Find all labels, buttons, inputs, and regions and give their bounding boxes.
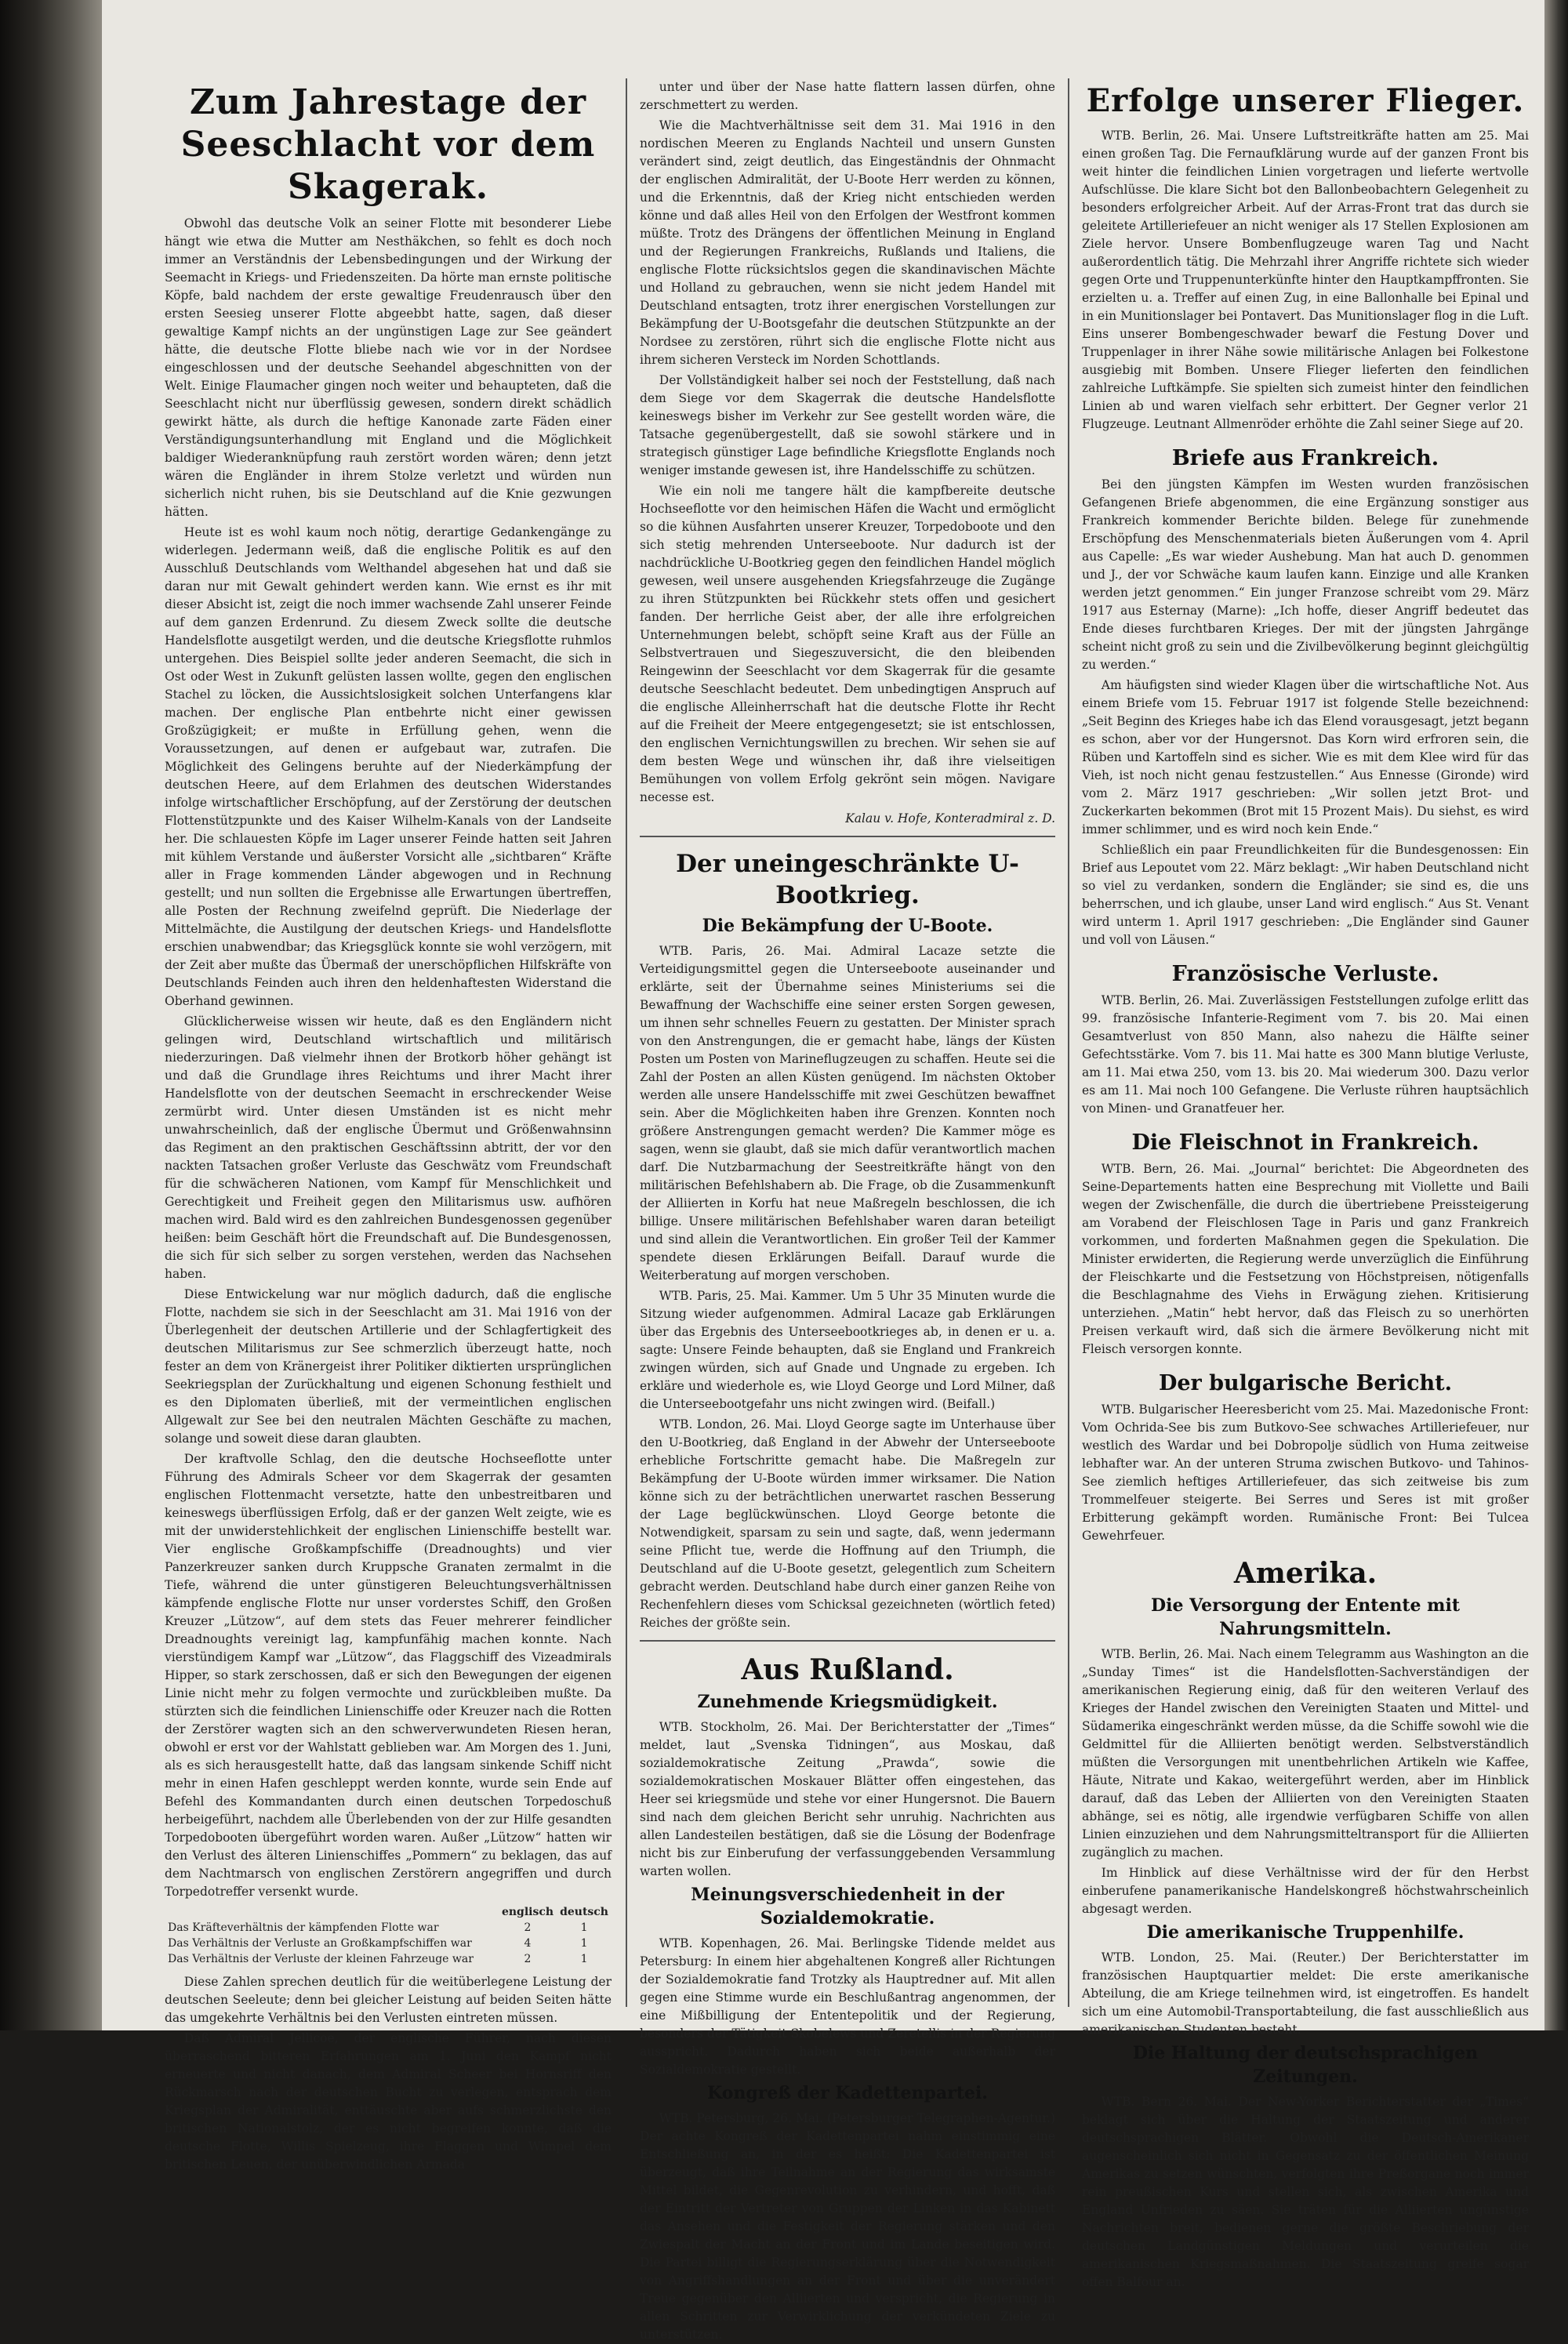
article-paragraph: WTB. Kopenhagen, 26. Mai. Berlingske Tidende meldet aus Petersburg: In einem hier abgehaltenen Kongreß aller Richtungen der Sozialdemokratie fand Trotzky als Hauptredner auf. Mit allen gegen eine Stimme wurde ein Beschlußantrag angenommen, der eine Mißbilligung der Ententepolitik und der Regierung, besonders der Tätigkeit Skobelews und Zeretellis in der Regierung ausspricht. Dadurch haben sich beide außerhalb der Sozialdemokratie gestellt. <box>640 1936 1055 2077</box>
table-row <box>165 1951 612 1967</box>
article-paragraph: WTB. Berlin, 26. Mai. Unsere Luftstreitkräfte hatten am 25. Mai einen großen Tag. Die Fernaufklärung wurde auf der ganzen Front bis weit hinter die feindlichen Linien vorgetragen und lieferte wertvolle Aufschlüsse. Die klare Sicht bot den Ballonbeobachtern Gelegenheit zu besonders erfolgreicher Arbeit. Auf der Arras-Front trat das durch sie geleitete Artilleriefeuer an nicht weniger als 17 Stellen Explosionen am Ziele hervor. Unsere Bombenflugzeuge waren Tag und Nacht außerordentlich tätig. Die Mehrzahl ihrer Angriffe richtete sich wieder gegen Orte und Truppenunterkünfte hinter den Hauptkampffronten. Sie erzielten u. a. Treffer auf einen Zug, in eine Ballonhalle bei Epinal und in ein Munitionslager bei Pontavert. Das Munitionslager flog in die Luft. Eins unserer Bombengeschwader bewarf die Festung Dover und Truppenlager in ihrer Nähe sowie militärische Anlagen bei Folkestone ausgiebig mit Bomben. Unsere Flieger lieferten den feindlichen zahlreiche Luftkämpfe. Sie spielten sich zumeist hinter den feindlichen Linien ab und waren vielfach sehr erbittert. Der Gegner verlor 21 Flugzeuge. Leutnant Allmenröder erhöhte die Zahl seiner Siege auf 20. <box>1082 129 1529 431</box>
article-paragraph: WTB. Stockholm, 26. Mai. Der Berichterstatter der „Times“ meldet, laut „Svenska Tidningen“, aus Moskau, daß sozialdemokratische Zeitung „Prawda“, sowie die sozialdemokratischen Moskauer Blätter offen eingestehen, das Heer sei kriegsmüde und stehe vor einer Hungersnot. Die Bauern sind nach dem gleichen Bericht sehr unruhig. Nachrichten aus allen Landesteilen bestätigen, daß sie die Lösung der Bodenfrage nicht bis zur Einberufung der verfassunggebenden Versammlung warten wollen. <box>640 1720 1055 1878</box>
next-page-edge <box>1544 0 1568 2030</box>
subhead-zeitungen: Die Haltung der deutschsprachigen Zeitungen. <box>1132 2043 1479 2087</box>
value-german: 1 <box>580 1953 588 1965</box>
column-left <box>165 78 612 2172</box>
table-row <box>165 1920 612 1936</box>
section-rule <box>640 836 1055 837</box>
headline-skagerak: Zum Jahrestage der Seeschlacht vor dem Skagerak. <box>180 82 596 207</box>
value-german: 1 <box>580 1921 588 1934</box>
author-signature: Kalau v. Hofe, Konteradmiral z. D. <box>845 811 1055 825</box>
article-paragraph: Der Vollständigkeit halber sei noch der Feststellung, daß nach dem Siege vor dem Skagerrak die deutsche Handelsflotte keineswegs bisher im Verkehr zur See gestellt worden wäre, die Tatsache gegenübergestellt, daß sie sowohl stärkere und in strategisch günstiger Lage befindliche Kriegsflotte Englands noch weniger imstande gewesen ist, ihre Handelsschiffe zu schützen. <box>640 373 1055 477</box>
headline-amerika: Amerika. <box>1233 1557 1377 1590</box>
ratio-table <box>165 1904 612 1967</box>
row-label: Das Verhältnis der Verluste an Großkampfschiffen war <box>168 1937 472 1950</box>
headline-flieger: Erfolge unserer Flieger. <box>1086 82 1525 119</box>
newspaper-page <box>102 0 1544 2342</box>
article-paragraph: Heute ist es wohl kaum noch nötig, derartige Gedankengänge zu widerlegen. Jedermann weiß, daß die englische Politik es auf den Ausschluß Deutschlands vom Welthandel abgesehen hat und daß sie daran nur mit Gewalt gehindert werden kann. Wie ernst es ihr mit dieser Absicht ist, zeigt die noch immer wachsende Zahl unserer Feinde auf dem ganzen Erdenrund. Zu diesem Zweck sollte die deutsche Handelsflotte ausgetilgt werden, und die deutsche Kriegsflotte ruhmlos untergehen. Dies Beispiel sollte jeder anderen Seemacht, die sich in Ost oder West in Zukunft gelüsten lassen wollte, gegen den englischen Stachel zu löcken, die Aussichtslosigkeit solchen Unterfangens klar machen. Der englische Plan entbehrte nicht einer gewissen Großzügigkeit; er mußte in Erfüllung gehen, wenn die Voraussetzungen, auf denen er aufgebaut war, zutrafen. Die Möglichkeit des Gelingens beruhte auf der Niederkämpfung der deutschen Heere, auf dem Erlahmen des deutschen Widerstandes infolge wirtschaftlicher Erschöpfung, auf der Zerstörung der deutschen Flottenstützpunkte und des Kaiser Wilhelm-Kanals von der Landseite her. Die schlauesten Köpfe im Lager unserer Feinde hatten seit Jahren mit kühlem Verstande und äußerster Vorsicht alle „sichtbaren“ Kräfte aller in Frage kommenden Länder abgewogen und in Rechnung gestellt; und nun sollten die Ergebnisse alle Erwartungen übertreffen, alle Posten der Rechnung zweifelnd geprüft. Die Niederlage der Mittelmächte, die Austilgung der deutschen Kriegs- und Handelsflotte erschien unabwendbar; das Kriegsglück konnte sie wohl verzögern, mit der Zeit aber mußte das Übermaß der unerschöpflichen Hilfskräfte von Deutschlands Feinden auch ihren den heldenhaftesten Widerstand die Oberhand gewinnen. <box>165 525 612 1008</box>
subhead-uboot: Die Bekämpfung der U-Boote. <box>702 916 993 936</box>
article-paragraph: Daß Admiral Jellicoe, der englische Führer, nach diesen überraschend bitteren Erfahrungen am 1. Juni den Kampf nicht erneuerte und nicht danach, dem Admiral Scheer bei Hornsriff den Rückmarsch nach der deutschen Bucht zu verlegen, entsprach dem Kriegsplan der Admiralität, enttäuschte aber aufs schmerzlichste den britischen Nationalstolz, der es nicht begreifen konnte, daß die deutsche Flotte, Willis Spielzeug, ihre Flaggen und Wimpel dem britischen Leuen, der unüberwindlichen Armada <box>165 2031 612 2172</box>
article-paragraph: WTB. Bulgarischer Heeresbericht vom 25. Mai. Mazedonische Front: Vom Ochrida-See bis zum Butkovo-See schwaches Artilleriefeuer, nur westlich des Wardar und bei Dobropolje südlich von Huma zeitweise lebhafter war. An der unteren Struma zwischen Butkovo- und Tahinos-See ziemlich heftiges Artilleriefeuer, das sich zeitweise bis zum Trommelfeuer steigerte. Bei Serres und Seres ist mit großer Erbitterung gekämpft worden. Rumänische Front: Bei Tulcea Gewehrfeuer. <box>1082 1402 1529 1543</box>
table-header-blank <box>165 1904 499 1920</box>
table-header-german: deutsch <box>560 1906 608 1918</box>
row-label: Das Verhältnis der Verluste der kleinen Fahrzeuge war <box>168 1953 474 1965</box>
article-paragraph: Diese Entwickelung war nur möglich dadurch, daß die englische Flotte, nachdem sie sich in der Seeschlacht am 31. Mai 1916 von der Überlegenheit der deutschen Artillerie und der Schlagfertigkeit des deutschen Militarismus zur See schmerzlich überzeugt hatte, noch fester an dem von Kränergeist ihrer Politiker diktierten ursprünglichen Seekriegsplan der Zurückhaltung und eigenen Schonung festhielt und es den Diplomaten überließ, mit der vermeintlichen englischen Allgewalt zur See bei den neutralen Mächten Geschäfte zu machen, solange und soweit diese daran glaubten. <box>165 1287 612 1446</box>
headline-uboot: Der uneingeschränkte U-Bootkrieg. <box>676 850 1019 909</box>
headline-briefe: Briefe aus Frankreich. <box>1171 446 1439 470</box>
table-header-english: englisch <box>501 1906 554 1918</box>
article-paragraph: WTB. Berlin, 26. Mai. Zuverlässigen Feststellungen zufolge erlitt das 99. französische Infanterie-Regiment vom 7. bis 20. Mai einen Gesamtverlust von 850 Mann, also nahezu die Hälfte seiner Gefechtsstärke. Vom 7. bis 11. Mai hatte es 300 Mann blutige Verluste, am 11. Mai etwa 250, vom 13. bis 20. Mai wiederum 300. Dazu verlor es am 11. Mai noch 100 Gefangene. Die Verluste rühren hauptsächlich von Minen- und Granatfeuer her. <box>1082 993 1529 1116</box>
headline-fleischnot: Die Fleischnot in Frankreich. <box>1131 1130 1479 1155</box>
column-middle <box>640 78 1055 2342</box>
article-paragraph: Bei den jüngsten Kämpfen im Westen wurden französischen Gefangenen Briefe abgenommen, die eine Ergänzung sonstiger aus Frankreich kommender Berichte bilden. Belege für zunehmende Erschöpfung des Menschenmaterials bieten Äußerungen vom 4. April aus Capelle: „Es war wieder Aushebung. Man hat auch D. genommen und J., der vor Schwäche kaum laufen kann. Einzige und alle Kranken werden jetzt genommen.“ Ein junger Franzose schreibt vom 29. März 1917 aus Esternay (Marne): „Ich hoffe, dieser Angriff bedeutet das Ende dieses furchtbaren Krieges. Der mit der jüngsten Jahrgänge scheint nicht groß zu sein und die Zivilbevölkerung beginnt gleichgültig zu werden.“ <box>1082 477 1529 672</box>
headline-verluste: Französische Verluste. <box>1171 962 1439 986</box>
article-paragraph: WTB. Bern 26. Mai. Der New-Yorker Berichterstatter der „Times“ beklagt sich über die Haltung der Staatszeitung und anderer deutschsprachigen Blätter. Obwohl die Deutsch-Amerikaner augenscheinlich sich nicht in Gegensatz zu der öffentlichen Meinung Amerikas zu setzen wünschten, verfolgten ihre Preßorgane noch immer rein preußischen Kurs und stellen sich, als zwischen Amerika und England Unfrieden zu säen. Sie träten für die Alliierten ungünstige Nachrichten breit, bedienen gerne die größte Beschriebung der deutschen Landgünstigen Meldungen und verurteilen die amerikanischen Kriegsmaßnahmen. Die Staatszeitung greife sogar offen Balfour an. <box>1082 2095 1529 2289</box>
article-paragraph: Der kraftvolle Schlag, den die deutsche Hochseeflotte unter Führung des Admirals Scheer vor dem Skagerrak der gesamten englischen Flottenmacht versetzte, hatte den unbestreitbaren und keineswegs überflüssigen Erfolg, daß er der ganzen Welt zeigte, wie es mit der unwiderstehlichkeit der englischen Linienschiffe bestellt war. Vier englische Großkampfschiffe (Dreadnoughts) und vier Panzerkreuzer sanken durch Kruppsche Granaten zermalmt in die Tiefe, während die unter günstigeren Beleuchtungsverhältnissen kämpfende englische Flotte nur unser vorderstes Schiff, den Großen Kreuzer „Lützow“, auf dem stets das Feuer mehrerer feindlicher Dreadnoughts vereinigt lag, kampfunfähig machen konnte. Nach vierstündigem Kampf war „Lützow“, das Flaggschiff des Vizeadmirals Hipper, so stark zerschossen, daß er sich den Bewegungen der eigenen Linie nicht mehr zu folgen vermochte und zurückbleiben mußte. Da stürzten sich die feindlichen Linienschiffe oder Kreuzer nach die Rotten der Zerstörer wagten sich an den schwerverwundeten Riesen heran, obwohl er erst vor der Wahlstatt geblieben war. Am Morgen des 1. Juni, als es sich herausgestellt hatte, daß das langsam sinkende Schiff nicht mehr in einen Hafen geschleppt werden konnte, wurde sein Ende auf Befehl des Kommandanten durch einen deutschen Torpedoschuß herbeigeführt, nachdem alle Überlebenden von der zur Hilfe gesandten Torpedobooten übergeführt worden waren. Außer „Lützow“ hatten wir den Verlust des älteren Linienschiffes „Pommern“ zu beklagen, das auf dem Nachtmarsch von englischen Zerstörern angegriffen und durch Torpedotreffer versenkt wurde. <box>165 1452 612 1899</box>
value-english: 2 <box>524 1921 532 1934</box>
value-english: 4 <box>524 1937 532 1950</box>
article-paragraph: WTB. London, 26. Mai. Lloyd George sagte im Unterhause über den U-Bootkrieg, daß England in der Abwehr der Unterseeboote erhebliche Fortschritte gemacht habe. Die Maßregeln zur Bekämpfung der U-Boote würden immer wirksamer. Die Nation könne sich zu der beträchtlichen unerwartet raschen Besserung der Lage beglückwünschen. Lloyd George betonte die Notwendigkeit, sparsam zu sein und sagte, daß, wenn jedermann seine Pflicht tue, werde die Hoffnung auf den Triumph, die Deutschland auf die U-Boote gesetzt, gelegentlich zum Scheitern gebracht werden. Deutschland habe durch einer ganzen Reihe von Rechenfehlern dieses vom Schicksal gezeichneten (wörtlich feted) Reiches der größte sein. <box>640 1417 1055 1630</box>
article-paragraph: Schließlich ein paar Freundlichkeiten für die Bundesgenossen: Ein Brief aus Lepoutet vom 22. März beklagt: „Wir haben Deutschland nicht so viel zu verdanken, sondern die Engländer; sie sind es, die uns beherrschen, und ich glaube, unser Land wird englisch.“ Aus St. Venant wird unterm 1. April 1917 geschrieben: „Die Engländer sind Gauner und voll von Läusen.“ <box>1082 843 1529 947</box>
value-german: 1 <box>580 1937 588 1950</box>
subhead-truppenhilfe: Die amerikanische Truppenhilfe. <box>1146 1922 1465 1943</box>
column-rule <box>626 78 627 2007</box>
subhead-versorgung: Die Versorgung der Entente mit Nahrungsmitteln. <box>1151 1595 1460 1639</box>
article-paragraph: WTB. Paris, 26. Mai. Admiral Lacaze setzte die Verteidigungsmittel gegen die Unterseeboote auseinander und erklärte, seit der Übernahme seines Ministeriums sei die Bewaffnung der Wachschiffe eine seiner ersten Sorgen gewesen, um ihnen sehr schnelles Feuern zu gestatten. Der Minister sprach von den Anstrengungen, die er gemacht habe, längs der Küsten Posten um Posten von Marineflugzeugen zu schaffen. Heute sei die Zahl der Posten an allen Küsten genügend. Im nächsten Oktober werden alle unsere Handelsschiffe mit zwei Geschützen bewaffnet sein. Aber die Möglichkeiten haben ihre Grenzen. Konnten noch größere Anstrengungen gemacht werden? Die Kammer möge es sagen, wenn sie glaubt, daß sie mich dafür verantwortlich machen darf. Die Nutzbarmachung der Seestreitkräfte hängt von den militärischen Befehlshabern ab. Die Frage, ob die Zusammenkunft der Alliierten in Korfu hat neue Maßregeln beschlossen, die ich billige. Unsere militärischen Befehlshaber waren daran beteiligt und sind allein die Verantwortlichen. Ein großer Teil der Kammer spendete diesen Erklärungen Beifall. Darauf wurde die Weiterberatung auf morgen verschoben. <box>640 944 1055 1283</box>
value-english: 2 <box>524 1953 532 1965</box>
column-rule <box>1068 78 1069 2007</box>
article-paragraph: Am häufigsten sind wieder Klagen über die wirtschaftliche Not. Aus einem Briefe vom 15. Februar 1917 ist folgende Stelle bezeichnend: „Seit Beginn des Krieges habe ich das Elend vorausgesagt, jetzt begann es schon, aber vor der Hungersnot. Das Korn wird erfroren sein, die Rüben und Kartoffeln sind es sicher. Wie es mit dem Klee wird für das Vieh, ist noch nicht genau festzustellen.“ Aus Ennesse (Gironde) wird vom 2. März 1917 geschrieben: „Wir sollen jetzt Brot- und Zuckerkarten bekommen (Brot mit 15 Prozent Mais). Du siehst, es wird immer schlimmer, und es wird noch kein Ende.“ <box>1082 678 1529 836</box>
article-paragraph: WTB. London, 25. Mai. (Reuter.) Der Berichterstatter im französischen Hauptquartier meldet: Die erste amerikanische Abteilung, die am Kriege teilnehmen wird, ist eingetroffen. Es handelt sich um eine Automobil-Transportabteilung, die fast ausschließlich aus amerikanischen Studenten besteht. <box>1082 1950 1529 2037</box>
subhead-kriegsmuedigkeit: Zunehmende Kriegsmüdigkeit. <box>697 1692 998 1712</box>
article-paragraph: WTB. Petersburg, 26. Mai. (Petersburger Telegraphen-Agentur.) Der achte Kongreß der Kadettenpartei nahm einstimmig eine Entschließung an, in der es heißt: Die Kadettenpartei ist überzeugt, daß ihre Teilnahme an der Regierung das wirksamste Mittel bildet, die Gegenrevolution zu verhindern, und hofft, daß der Eintritt der Vertreter von Gruppen der Linken in das Kabinett das Ansehen und die Festigkeit der Regierung stärken und den Zwiespalt der Macht an der Front und im Lande beseitigen wird. Die Partei billigt die Regierungserklärung über die Notwendigkeit von Angriffshandlungen an der Front und über die unverändert Treue gegenüber den Alliierten und verspricht, die Regierung in allen Schritten zur Verwirklichung der verkündeten Ziele zu unterstützen. <box>640 2111 1055 2342</box>
row-label: Das Kräfteverhältnis der kämpfenden Flotte war <box>168 1921 439 1934</box>
article-paragraph: Obwohl das deutsche Volk an seiner Flotte mit besonderer Liebe hängt wie etwa die Mutter am Nesthäkchen, so fehlt es doch noch immer an Verständnis der Lebensbedingungen und der Wirkung der Seemacht in Kriegs- und Friedenszeiten. Da hörte man ernste politische Köpfe, bald nachdem der erste gewaltige Freudenrausch über den ersten Seesieg unserer Flotte abgeebbt hatte, sagen, daß dieser gewaltige Kampf nichts an der ungünstigen Lage zur See geändert hätte, die deutsche Flotte bliebe nach wie vor in der Nordsee eingeschlossen und der deutsche Seehandel abgeschnitten von der Welt. Einige Flaumacher gingen noch weiter und behaupteten, daß die Seeschlacht nicht nur überflüssig gewesen, sondern direkt schädlich gewirkt hätte, als durch die heftige Kanonade zarte Fäden einer Verständigungsunterhandlung mit England und die Möglichkeit baldiger Wiederanknüpfung rauh zerstört worden wären; denn jetzt wären die Engländer in ihrem Stolze verletzt und würden nun sicherlich nicht ruhen, bis sie Deutschland auf die Knie gezwungen hätten. <box>165 216 612 519</box>
headline-russland: Aus Rußland. <box>741 1653 954 1686</box>
column-right <box>1082 78 1529 2289</box>
article-paragraph: Diese Zahlen sprechen deutlich für die weitüberlegene Leistung der deutschen Seeleute; denn bei gleicher Leistung auf beiden Seiten hätte das umgekehrte Verhältnis bei den Verlusten eintreten müssen. <box>165 1975 612 2025</box>
article-paragraph: Wie die Machtverhältnisse seit dem 31. Mai 1916 in den nordischen Meeren zu Englands Nachteil und unsern Gunsten verändert sind, zeigt deutlich, das Eingeständnis der Ohnmacht der englischen Admiralität, der U-Boote Herr werden zu können, und die Erkenntnis, daß der Krieg nicht entschieden werden könne und daß alles Heil von den Erfolgen der Westfront kommen müßte. Trotz des Drängens der öffentlichen Meinung in England und der Regierungen Frankreichs, Rußlands und Italiens, die englische Flotte rücksichtslos gegen die skandinavischen Mächte und Holland zu gebrauchen, wenn sie nicht jedem Handel mit Deutschland entsagten, trotz ihrer energischen Vorstellungen zur Bekämpfung der U-Bootsgefahr die deutschen Stützpunkte an der Nordsee zu zerstören, rührt sich die englische Flotte nicht aus ihrem sicheren Versteck im Norden Schottlands. <box>640 118 1055 367</box>
headline-bulgarisch: Der bulgarische Bericht. <box>1158 1371 1453 1395</box>
article-paragraph: Glücklicherweise wissen wir heute, daß es den Engländern nicht gelingen wird, Deutschland wirtschaftlich und militärisch niederzuringen. Daß vielmehr ihnen der Brotkorb höher gehängt ist und daß die Grundlage ihres Reichtums und ihrer Macht ihrer Handelsflotte von der deutschen Seemacht in erschreckender Weise zermürbt wird. Unter diesen Umständen ist es nicht mehr unwahrscheinlich, daß der englische Übermut und Größenwahnsinn das Regiment an den praktischen Geschäftssinn abtritt, der vor den nackten Tatsachen großer Verluste das Geschwätz vom Freundschaft für die schwächeren Nationen, vom Kampf für Menschlichkeit und Gerechtigkeit und Freiheit gegen den Militarismus usw. aufhören machen wird. Bald wird es den zahlreichen Bundesgenossen gegenüber heißen: beim Geschäft hört die Freundschaft auf. Die Bundesgenossen, die sich für sich selber zu sorgen verstehen, werden das Nachsehen haben. <box>165 1014 612 1281</box>
book-spine <box>0 0 102 2030</box>
article-paragraph: WTB. Paris, 25. Mai. Kammer. Um 5 Uhr 35 Minuten wurde die Sitzung wieder aufgenommen. Admiral Lacaze gab Erklärungen über das Ergebnis des Unterseebootkrieges ab, in denen er u. a. sagte: Unsere Feinde behaupten, daß sie England und Frankreich zwingen würden, sich auf Gnade und Ungnade zu ergeben. Ich erkläre und wiederhole es, wie Lloyd George und Lord Milner, daß die Unterseebootgefahr uns nicht zwingen wird. (Beifall.) <box>640 1289 1055 1411</box>
table-row <box>165 1936 612 1951</box>
article-paragraph: WTB. Bern, 26. Mai. „Journal“ berichtet: Die Abgeordneten des Seine-Departements hatten eine Besprechung mit Viollette und Baili wegen der Zwischenfälle, die durch die übertriebene Preissteigerung am Vorabend der Fleischlosen Tage in Paris und ganz Frankreich vorkommen, und forderten Maßnahmen gegen die Spekulation. Die Minister erwiderten, die Regierung werde unverzüglich die Einführung der Fleischkarte und die Festsetzung von Höchstpreisen, nötigenfalls die Beschlagnahme des Viehs in Erwägung ziehen. Kritisierung unterziehen. „Matin“ hebt hervor, daß das Fleisch zu so unerhörten Preisen verkauft wird, daß sich die ärmere Bevölkerung nicht mit Fleisch versorgen konnte. <box>1082 1162 1529 1356</box>
subhead-sozialdemokratie: Meinungsverschiedenheit in der Sozialdemokratie. <box>691 1885 1004 1929</box>
section-rule <box>640 1640 1055 1642</box>
subhead-kadettenpartei: Kongreß der Kadettenpartei. <box>707 2083 988 2103</box>
article-paragraph: unter und über der Nase hatte flattern lassen dürfen, ohne zerschmettert zu werden. <box>640 80 1055 112</box>
article-paragraph: Wie ein noli me tangere hält die kampfbereite deutsche Hochseeflotte vor den heimischen Häfen die Wacht und ermöglicht so die kühnen Ausfahrten unserer Kreuzer, Torpedoboote und den sich stetig mehrenden Unterseeboote. Nur dadurch ist der nachdrückliche U-Bootkrieg gegen den feindlichen Handel möglich gewesen, weil unsere ausgehenden Kriegsfahrzeuge die Zugänge zu ihren Stützpunkten bei Rückkehr stets offen und gesichert fanden. Der herrliche Geist aber, der alle ihre erfolgreichen Unternehmungen belebt, schöpft seine Kraft aus der Fülle an Selbstvertrauen und Siegeszuversicht, die den bleibenden Reingewinn der Seeschlacht vor dem Skagerrak für die gesamte deutsche Seeschlacht bedeutet. Dem unbedingtigen Anspruch auf die englische Alleinherrschaft hat die deutsche Flotte ihr Recht auf die Freiheit der Meere entgegengesetzt; sie ist entschlossen, den englischen Vernichtungswillen zu brechen. Wir sehen sie auf dem besten Wege und wünschen ihr, daß ihre vielseitigen Bemühungen von vollem Erfolg gekrönt sein mögen. Navigare necesse est. <box>640 484 1055 804</box>
article-paragraph: WTB. Berlin, 26. Mai. Nach einem Telegramm aus Washington an die „Sunday Times“ ist die Handelsflotten-Sachverständigen der amerikanischen Regierung einig, daß für den weiteren Verlauf des Krieges der Handel zwischen den Vereinigten Staaten und Mittel- und Südamerika eingeschränkt werden müsse, da die Schiffe sowohl wie die Geldmittel für die Alliierten benötigt werden. Selbstverständlich müßten die Versorgungen mit unentbehrlichen Artikeln wie Kaffee, Häute, Nitrate und Kakao, weitergeführt werden, aber im Hinblick darauf, daß das Leben der Alliierten von den Vereinigten Staaten abhänge, sei es nötig, alle irgendwie verfügbaren Schiffe von allen Linien einzuziehen und dem Nahrungsmitteltransport für die Alliierten zugänglich zu machen. <box>1082 1647 1529 1860</box>
article-paragraph: Im Hinblick auf diese Verhältnisse wird der für den Herbst einberufene panamerikanische Handelskongreß höchstwahrscheinlich abgesagt werden. <box>1082 1866 1529 1916</box>
